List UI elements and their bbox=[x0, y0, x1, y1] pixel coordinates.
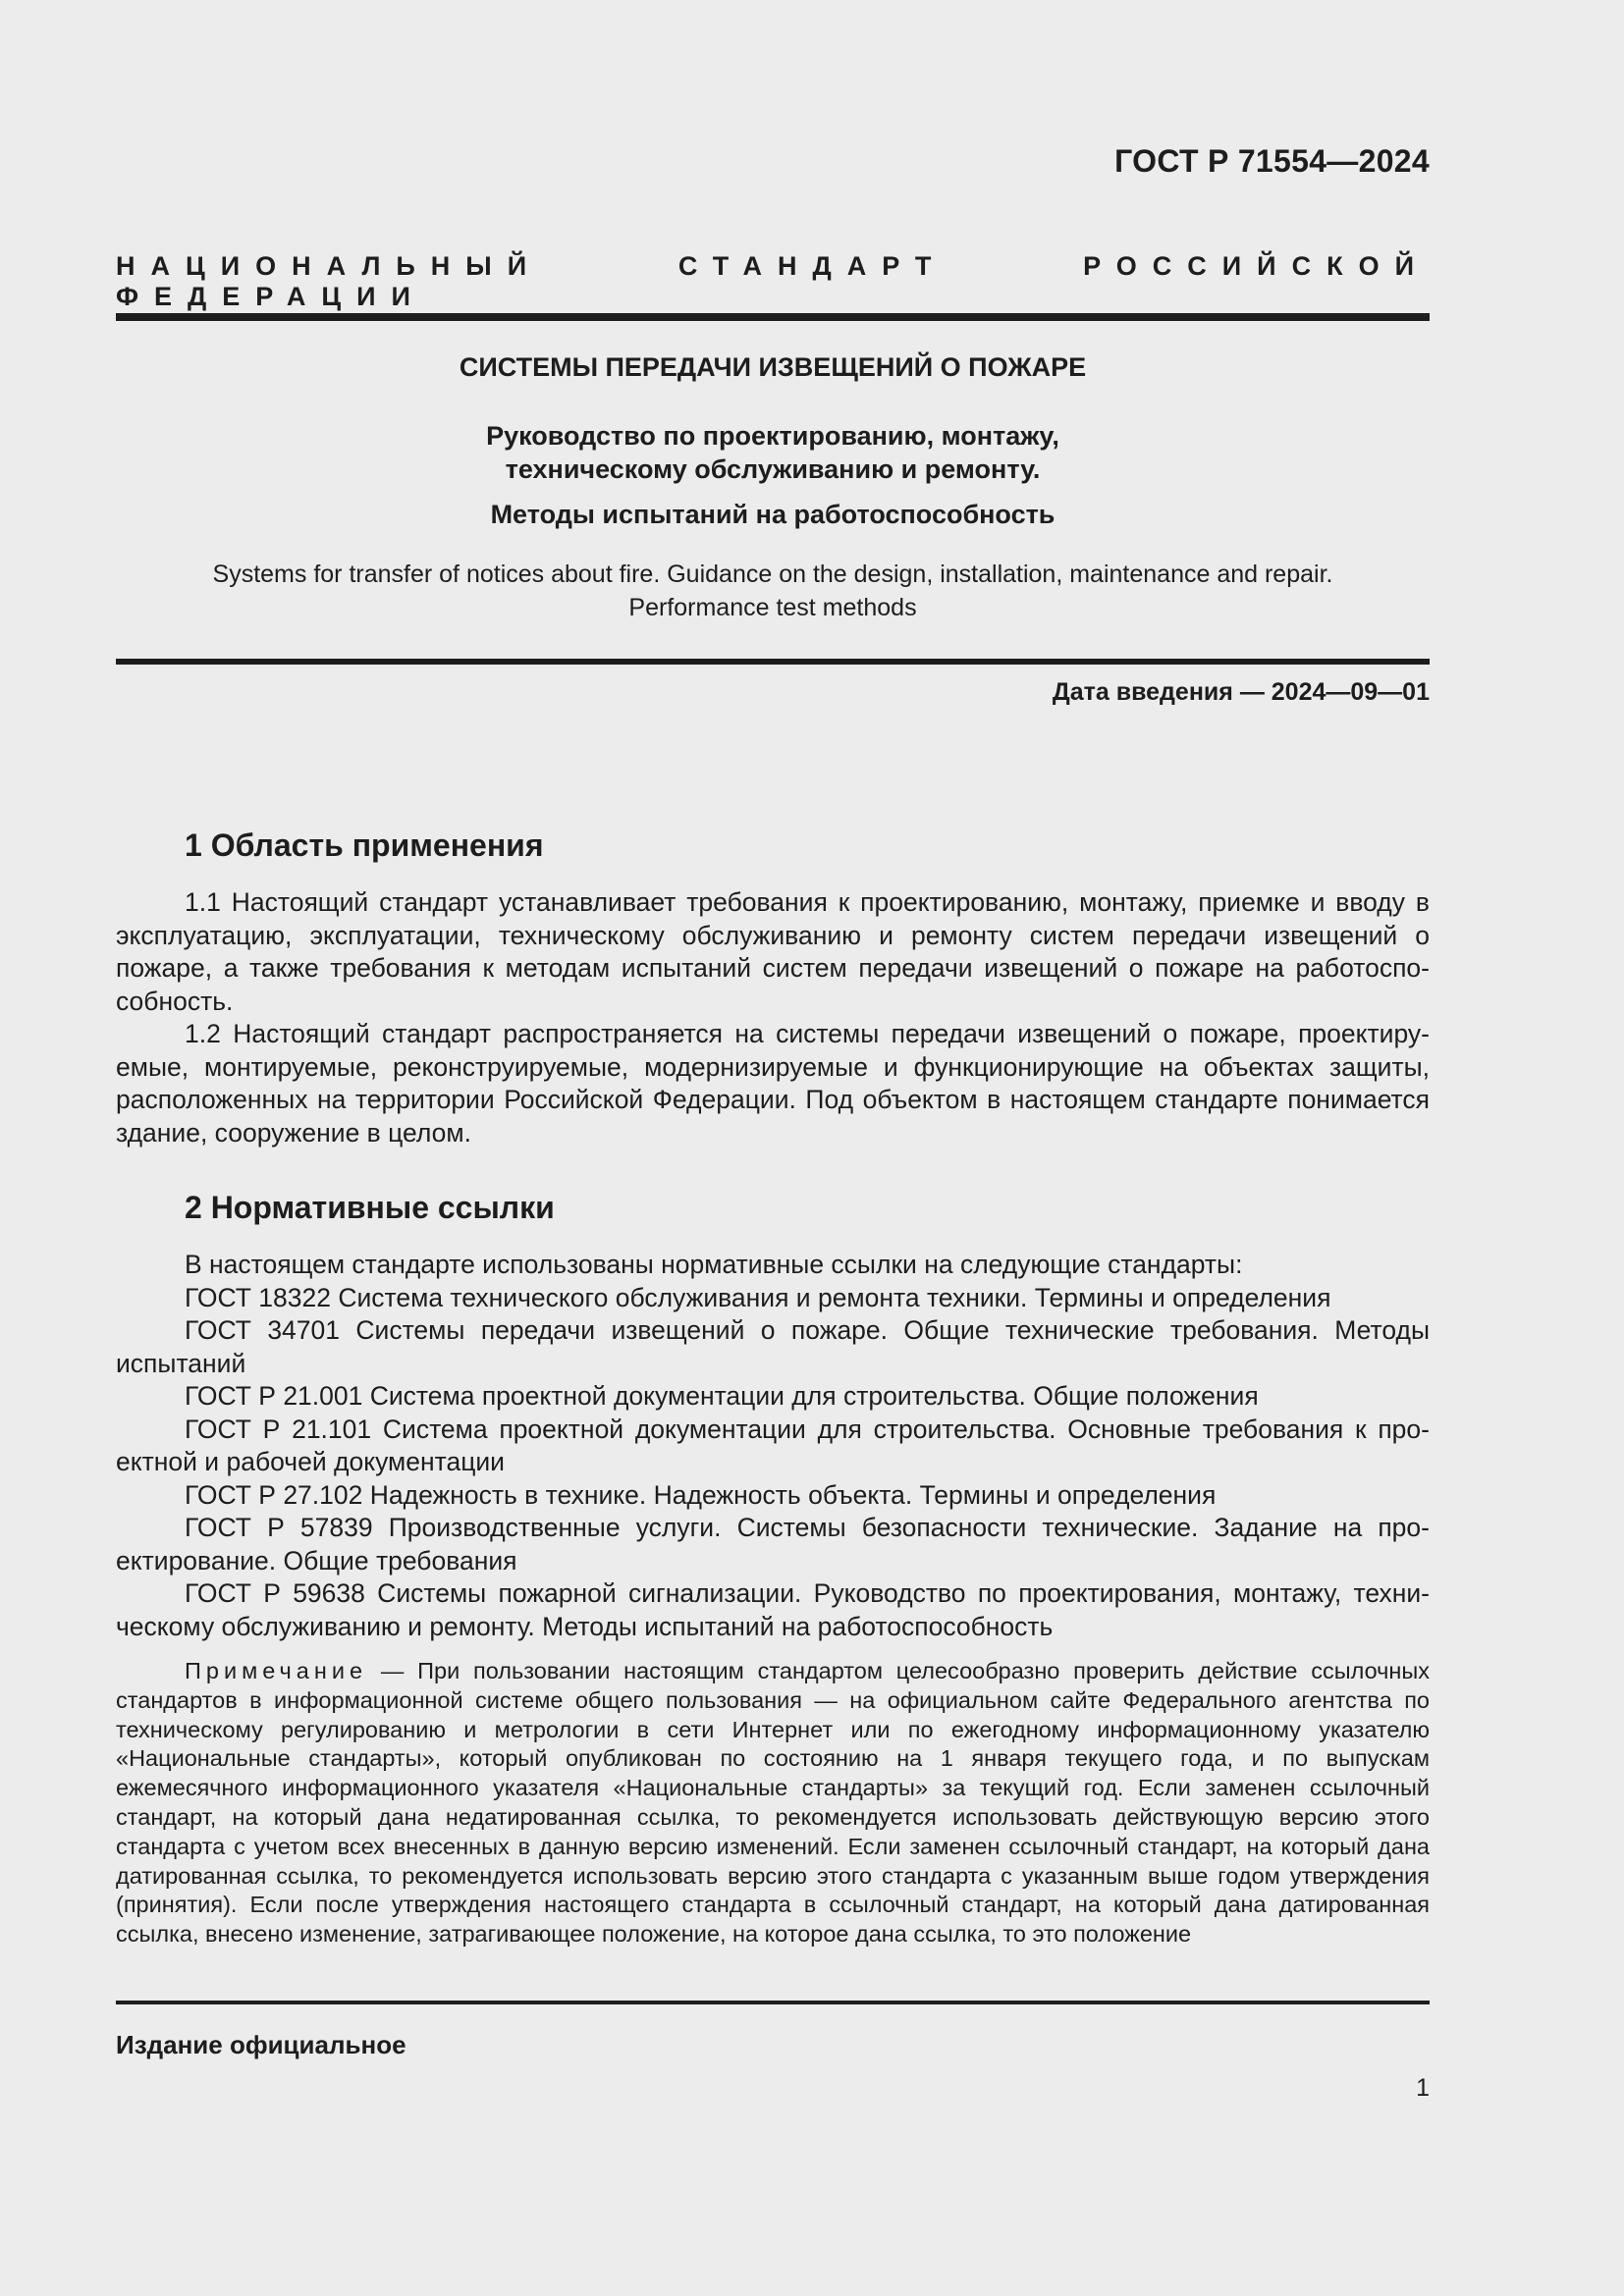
english-title-line: Performance test methods bbox=[628, 594, 917, 621]
top-divider bbox=[116, 313, 1430, 321]
document-methods-title: Методы испытаний на работоспособность bbox=[490, 500, 1056, 529]
footer-divider bbox=[116, 2001, 1430, 2004]
reference-item: ГОСТ Р 21.101 Система проектной документации для строительства. Основные требования к проектной и рабочей документации bbox=[116, 1414, 1430, 1476]
note-label: Примечание bbox=[185, 1658, 368, 1683]
document-title: СИСТЕМЫ ПЕРЕДАЧИ ИЗВЕЩЕНИЙ О ПОЖАРЕ bbox=[459, 352, 1087, 382]
introduction-date: Дата введения — 2024—09—01 bbox=[1052, 678, 1430, 706]
paragraph: 1.1 Настоящий стандарт устанавливает требования к проектированию, монтажу, приемке и вводу в эксплуатацию, эксплуатации, техническому обслуживанию и ремонту систем передачи извещений о пожаре, а также требования к методам испытаний систем передачи извещений о пожаре на работоспособность. bbox=[116, 887, 1430, 1016]
reference-item: ГОСТ Р 21.001 Система проектной документации для строительства. Общие положения bbox=[185, 1381, 1259, 1411]
title-divider bbox=[116, 659, 1430, 665]
section-body bbox=[116, 1249, 1430, 1643]
reference-item: ГОСТ 34701 Системы передачи извещений о пожаре. Общие технические требования. Методы испытаний bbox=[116, 1315, 1430, 1378]
reference-item: ГОСТ Р 59638 Системы пожарной сигнализации. Руководство по проектирования, монтажу, техническому обслуживанию и ремонту. Методы испытаний на работоспособность bbox=[116, 1578, 1430, 1641]
section-heading: 1 Область применения bbox=[185, 828, 544, 863]
paragraph: В настоящем стандарте использованы нормативные ссылки на следующие стандарты: bbox=[185, 1250, 1243, 1279]
banner-word: ФЕДЕРАЦИИ bbox=[116, 282, 426, 311]
subtitle-line: Руководство по проектированию, монтажу, bbox=[486, 421, 1059, 451]
english-title bbox=[116, 558, 1430, 624]
section-heading: 2 Нормативные ссылки bbox=[185, 1190, 555, 1225]
banner-word: НАЦИОНАЛЬНЫЙ bbox=[116, 251, 543, 281]
reference-item: ГОСТ 18322 Система технического обслуживания и ремонта техники. Термины и определения bbox=[185, 1282, 1331, 1312]
reference-item: ГОСТ Р 27.102 Надежность в технике. Надежность объекта. Термины и определения bbox=[185, 1479, 1217, 1510]
subtitle-line: техническому обслуживанию и ремонту. bbox=[505, 454, 1041, 484]
section-body bbox=[116, 886, 1430, 1149]
reference-item: ГОСТ Р 57839 Производственные услуги. Системы безопасности технические. Задание на проектирование. Общие требования bbox=[116, 1513, 1430, 1575]
english-title-line: Systems for transfer of notices about fire. Guidance on the design, installation, maintenance and repair. bbox=[212, 561, 1333, 588]
national-standard-banner bbox=[116, 251, 1430, 312]
note-block bbox=[116, 1657, 1430, 1949]
note-paragraph bbox=[116, 1657, 1430, 1949]
paragraph: 1.2 Настоящий стандарт распространяется на системы передачи извещений о пожаре, проектируемые, монтируемые, реконструируемые, модернизируемые и функционирующие на объектах защиты, расположенных на территории Российской Федерации. Под объектом в настоящем стандарте понимается здание, сооружение в целом. bbox=[116, 1019, 1430, 1148]
document-subtitle bbox=[116, 419, 1430, 486]
banner-word: СТАНДАРТ bbox=[677, 251, 947, 281]
document-number: ГОСТ Р 71554—2024 bbox=[1114, 143, 1430, 179]
banner-word: РОССИЙСКОЙ bbox=[1083, 251, 1430, 281]
official-edition-label: Издание официальное bbox=[116, 2030, 406, 2059]
page-number: 1 bbox=[1416, 2074, 1430, 2102]
note-text: — При пользовании настоящим стандартом целесообразно проверить действие ссылочных стандартов в информационной системе общего пользования — на официальном сайте Федерального агентства по техническому регулированию и метрологии в сети Интернет или по ежегодному информационному указателю «Национальные стандарты», который опубликован по состоянию на 1 января текущего года, и по выпускам ежемесячного информационного указателя «Национальные стандарты» за текущий год. Если заменен ссылочный стандарт, на который дана недатированная ссылка, то рекомендуется использовать действующую версию этого стандарта с учетом всех внесенных в данную версию изменений. Если заменен ссылочный стандарт, на который дана датированная ссылка, то рекомендуется использовать версию этого стандарта с указанным выше годом утверждения (принятия). Если после утверждения настоящего стандарта в ссылочный стандарт, на который дана датированная ссылка, внесено изменение, затрагивающее положение, на которое дана ссылка, то это положение bbox=[116, 1658, 1430, 1948]
